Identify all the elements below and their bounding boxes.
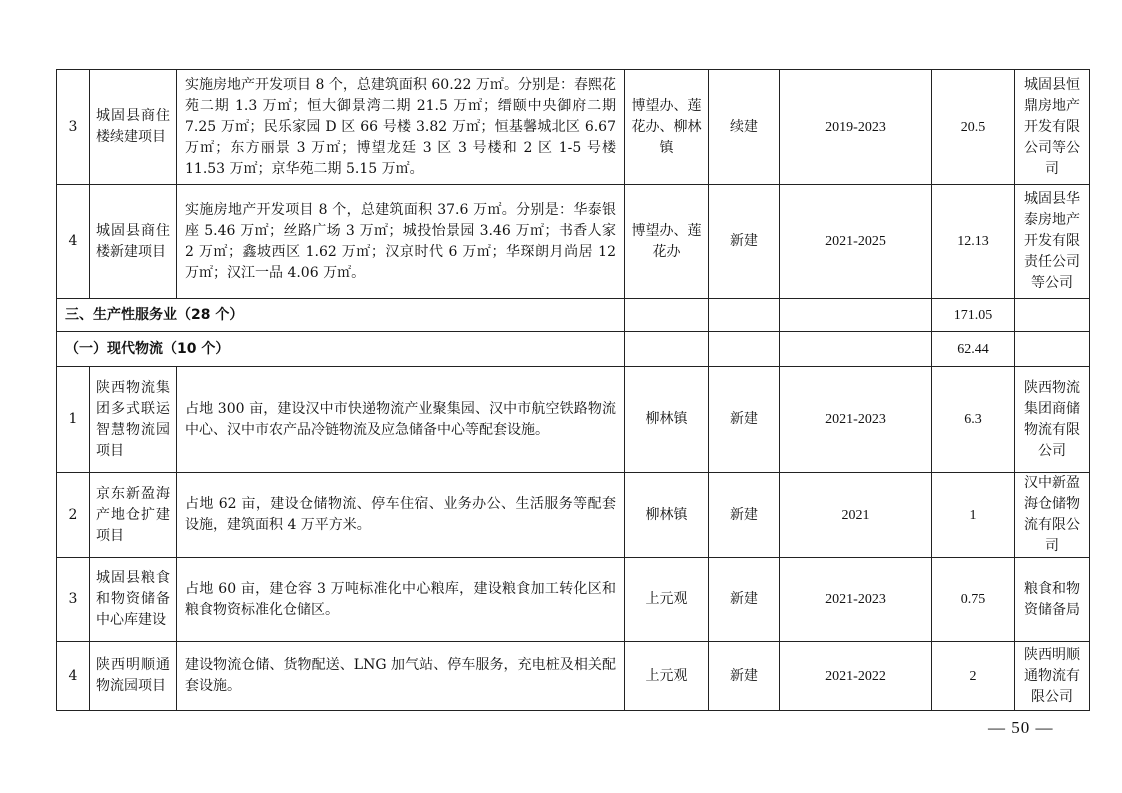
empty-cell	[1015, 332, 1090, 367]
project-description: 占地 60 亩，建仓容 3 万吨标准化中心粮库，建设粮食加工转化区和粮食物资标准化仓储区。	[177, 558, 625, 642]
project-description: 实施房地产开发项目 8 个，总建筑面积 37.6 万㎡。分别是：华泰银座 5.46 万㎡；丝路广场 3 万㎡；城投怡景园 3.46 万㎡；书香人家 2 万㎡；鑫坡西区 1.62 万㎡；汉京时代 6 万㎡；华琛朗月尚居 12 万㎡；汉江一品 4.06 万㎡。	[177, 185, 625, 299]
row-number: 1	[57, 367, 90, 473]
table-row	[57, 473, 1090, 558]
construction-period: 2021-2023	[780, 558, 932, 642]
construction-nature: 新建	[709, 367, 780, 473]
project-description: 占地 62 亩，建设仓储物流、停车住宿、业务办公、生活服务等配套设施，建筑面积 4 万平方米。	[177, 473, 625, 558]
construction-nature: 续建	[709, 70, 780, 185]
table-row	[57, 70, 1090, 185]
total-investment: 6.3	[932, 367, 1015, 473]
section-row	[57, 332, 1090, 367]
empty-cell	[625, 332, 709, 367]
empty-cell	[1015, 299, 1090, 332]
construction-nature: 新建	[709, 642, 780, 711]
section-heading: 三、生产性服务业（28 个）	[57, 299, 625, 332]
project-description: 实施房地产开发项目 8 个，总建筑面积 60.22 万㎡。分别是：春熙花苑二期 1.3 万㎡；恒大御景湾二期 21.5 万㎡；缙颐中央御府二期 7.25 万㎡；民乐家园 D 区 66 号楼 3.82 万㎡；恒基馨城北区 6.67 万㎡；东方丽景 3 万㎡；博望龙廷 3 区 3 号楼和 2 区 1-5 号楼 11.53 万㎡；京华苑二期 5.15 万㎡。	[177, 70, 625, 185]
empty-cell	[709, 332, 780, 367]
project-location: 上元观	[625, 558, 709, 642]
responsible-owner: 陕西明顺通物流有限公司	[1015, 642, 1090, 711]
project-location: 柳林镇	[625, 367, 709, 473]
subsection-heading: （一）现代物流（10 个）	[57, 332, 625, 367]
project-table	[56, 69, 1090, 711]
responsible-owner: 城固县华泰房地产开发有限责任公司等公司	[1015, 185, 1090, 299]
responsible-owner: 汉中新盈海仓储物流有限公司	[1015, 473, 1090, 558]
project-location: 柳林镇	[625, 473, 709, 558]
total-investment: 0.75	[932, 558, 1015, 642]
section-row	[57, 299, 1090, 332]
section-investment: 62.44	[932, 332, 1015, 367]
project-description: 建设物流仓储、货物配送、LNG 加气站、停车服务，充电桩及相关配套设施。	[177, 642, 625, 711]
project-name: 陕西物流集团多式联运智慧物流园项目	[90, 367, 177, 473]
responsible-owner: 城固县恒鼎房地产开发有限公司等公司	[1015, 70, 1090, 185]
empty-cell	[625, 299, 709, 332]
row-number: 4	[57, 642, 90, 711]
page-number: — 50 —	[988, 718, 1054, 737]
project-location: 博望办、莲花办、柳林镇	[625, 70, 709, 185]
row-number: 3	[57, 70, 90, 185]
project-location: 上元观	[625, 642, 709, 711]
total-investment: 12.13	[932, 185, 1015, 299]
total-investment: 1	[932, 473, 1015, 558]
row-number: 2	[57, 473, 90, 558]
responsible-owner: 陕西物流集团商储物流有限公司	[1015, 367, 1090, 473]
construction-period: 2021	[780, 473, 932, 558]
project-name: 城固县商住楼续建项目	[90, 70, 177, 185]
project-name: 城固县粮食和物资储备中心库建设	[90, 558, 177, 642]
construction-period: 2021-2025	[780, 185, 932, 299]
construction-period: 2021-2022	[780, 642, 932, 711]
row-number: 3	[57, 558, 90, 642]
project-description: 占地 300 亩，建设汉中市快递物流产业聚集园、汉中市航空铁路物流中心、汉中市农产品冷链物流及应急储备中心等配套设施。	[177, 367, 625, 473]
construction-nature: 新建	[709, 185, 780, 299]
table-row	[57, 642, 1090, 711]
total-investment: 2	[932, 642, 1015, 711]
project-name: 城固县商住楼新建项目	[90, 185, 177, 299]
construction-period: 2021-2023	[780, 367, 932, 473]
empty-cell	[780, 299, 932, 332]
empty-cell	[709, 299, 780, 332]
project-location: 博望办、莲花办	[625, 185, 709, 299]
table-row	[57, 558, 1090, 642]
construction-nature: 新建	[709, 473, 780, 558]
total-investment: 20.5	[932, 70, 1015, 185]
section-investment: 171.05	[932, 299, 1015, 332]
empty-cell	[780, 332, 932, 367]
project-name: 京东新盈海产地仓扩建项目	[90, 473, 177, 558]
table-row	[57, 367, 1090, 473]
responsible-owner: 粮食和物资储备局	[1015, 558, 1090, 642]
table-row	[57, 185, 1090, 299]
row-number: 4	[57, 185, 90, 299]
project-name: 陕西明顺通物流园项目	[90, 642, 177, 711]
construction-period: 2019-2023	[780, 70, 932, 185]
construction-nature: 新建	[709, 558, 780, 642]
